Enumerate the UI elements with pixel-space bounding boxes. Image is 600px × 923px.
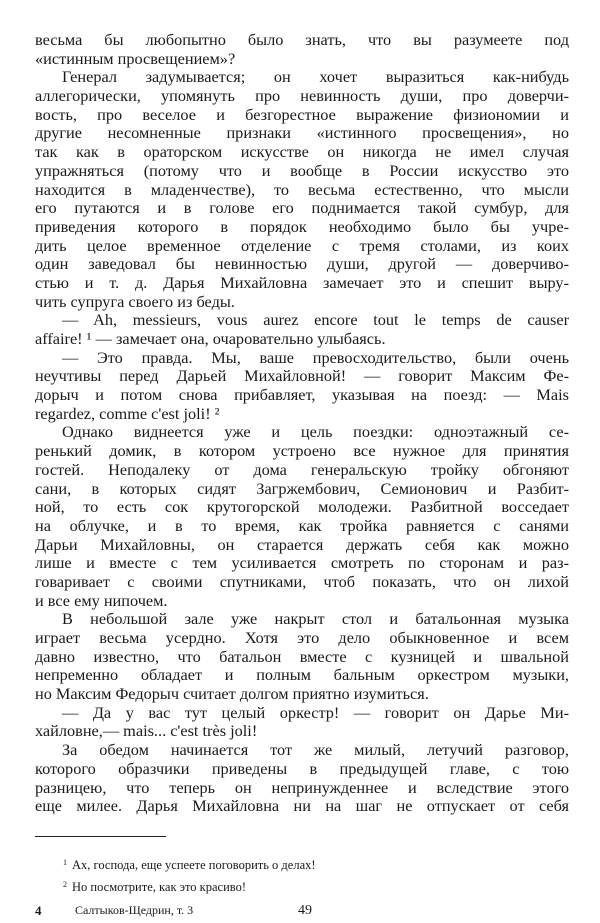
text-line: приведения которого в порядок необходимо было бы учре- — [35, 216, 569, 236]
footnote-text: Ах, господа, еще успеете поговорить о делах! — [72, 858, 316, 872]
text-line: лише и вместе с тем усиливается смотреть по сторонам и раз- — [35, 553, 569, 573]
text-line: дорыч и потом снова прибавляет, указывая на поезд: — Mais — [35, 385, 569, 405]
text-line: разницею, что теперь он непринужденнее и вследствие этого — [35, 777, 569, 797]
page-footer — [35, 903, 575, 923]
text-line: неучтивы перед Дарьей Михайловной! — говорит Максим Фе- — [35, 366, 569, 386]
footnote-mark: 2 — [63, 880, 67, 889]
text-line: непременно обладает и полным бальным оркестром музыки, — [35, 665, 569, 685]
footnote-divider — [35, 836, 166, 837]
text-line: Дарьи Михайловны, он старается держать себя как можно — [35, 534, 569, 554]
body-text — [35, 31, 569, 816]
text-line: За обедом начинается тот же милый, летучий разговор, — [62, 740, 569, 760]
text-line: говаривает с своими спутниками, чтоб показать, что он лихой — [35, 571, 569, 591]
text-line: играет весьма усердно. Хотя это дело обыкновенное и всем — [35, 628, 569, 647]
text-line: — Да у вас тут целый оркестр! — говорит он Дарье Ми- — [62, 702, 569, 722]
text-line: и все ему нипочем. — [35, 590, 168, 610]
text-line: аллегорически, упомянуть про невинность души, про доверчи- — [35, 86, 569, 106]
text-line: В небольшой зале уже накрыт стол и батальонная музыка — [62, 609, 569, 629]
text-line: — Это правда. Мы, ваше превосходительство, были очень — [62, 347, 569, 367]
text-line: Генерал задумывается; он хочет выразиться как-нибудь — [62, 67, 569, 87]
text-line: на облучке, и в то время, как тройка равняется с санями — [35, 515, 569, 535]
text-line: affaire! ¹ — замечает она, очаровательно улыбаясь. — [35, 329, 386, 348]
text-line: находится в младенчестве), то весьма естественно, что мысли — [35, 179, 569, 199]
text-line: «истинным просвещением»? — [35, 48, 236, 68]
text-line: так как в ораторском искусстве он никогда не имел случая — [35, 142, 569, 162]
text-line: гостей. Неподалеку от дома генеральскую тройку обгоняют — [35, 459, 569, 479]
text-line: весьма бы любопытно было знать, что вы разумеете под — [35, 30, 569, 49]
text-line: хайловне,— mais... c'est très joli! — [35, 721, 258, 741]
text-line: стью и т. д. Дарья Михайловна замечает это и спешит выру- — [35, 272, 569, 292]
text-line: вость, про веселое и безгорестное выражение физиономии и — [35, 104, 569, 124]
footnote-1 — [63, 853, 316, 875]
text-line: ренький домик, в котором устроено все нужное для принятия — [35, 441, 569, 461]
text-line: которого образчики приведены в предыдущей главе, с тою — [35, 758, 569, 778]
text-line: — Ah, messieurs, vous aurez encore tout le temps de causer — [62, 310, 569, 330]
text-line: его путаются и в голове его поднимается такой сумбур, для — [35, 198, 569, 218]
footnote-2 — [63, 875, 316, 897]
text-line: давно известно, что батальон вместе с кузницей и швальной — [35, 646, 569, 666]
text-line: упражняться (потому что и вообще в России искусство это — [35, 160, 569, 180]
text-line: regardez, comme c'est joli! ² — [35, 403, 220, 423]
text-line: ной, то есть сок крутогорской молодежи. Разбитной восседает — [35, 497, 569, 517]
text-line: один заведовал бы невинностью души, другой — доверчиво- — [35, 254, 569, 274]
text-line: Однако виднеется уже и цель поездки: одноэтажный се- — [62, 422, 569, 442]
text-line: чить супруга своего из беды. — [35, 291, 235, 311]
footnotes — [63, 853, 316, 897]
text-line: другие несомненные признаки «истинного просвещения», но — [35, 123, 569, 143]
signature-number: 4 — [35, 903, 42, 918]
footnote-mark: 1 — [63, 858, 67, 867]
text-line: еще милее. Дарья Михайловна ни на шаг не отпускает от себя — [35, 796, 569, 816]
footnote-text: Но посмотрите, как это красиво! — [72, 880, 247, 894]
page-number: 49 — [298, 903, 312, 918]
text-line: но Максим Федорыч считает долгом приятно изумиться. — [35, 684, 429, 704]
text-line: дить целое временное отделение с тремя столами, из коих — [35, 235, 569, 255]
text-line: сани, в которых сидят Загржембович, Семионович и Разбит- — [35, 478, 569, 498]
signature-text: Салтыков-Щедрин, т. 3 — [75, 903, 194, 917]
